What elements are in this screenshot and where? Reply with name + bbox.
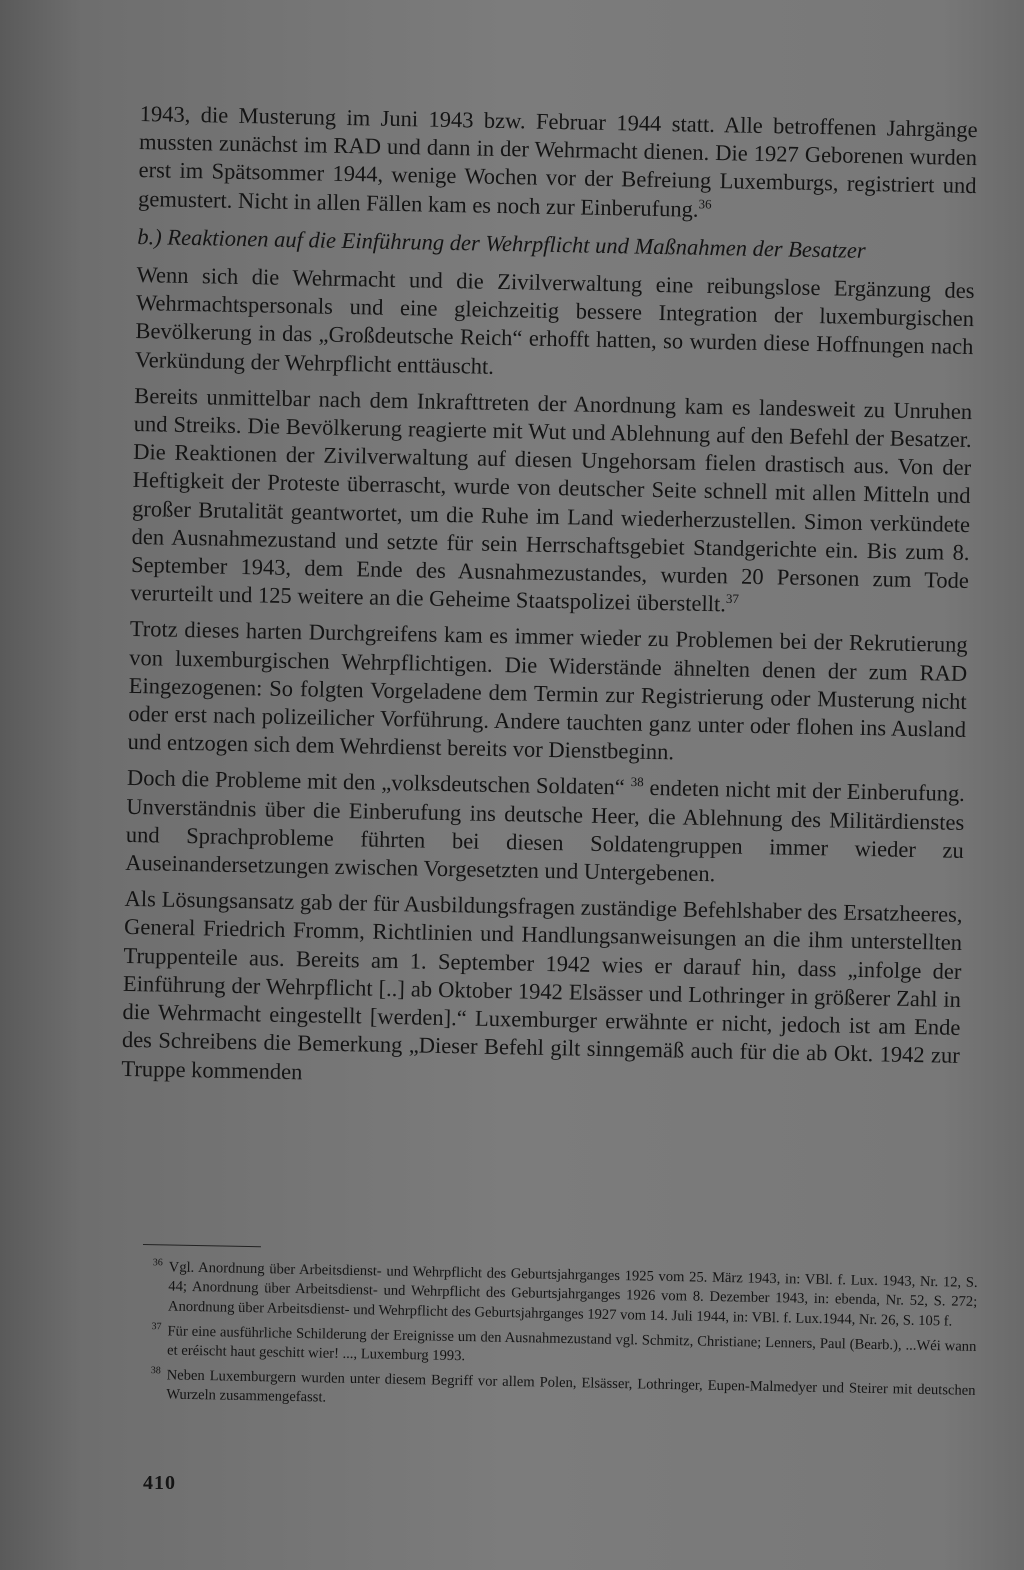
footnote-number: 37: [151, 1320, 162, 1333]
main-text: [121, 100, 978, 1107]
paragraph-5: [125, 764, 965, 893]
paragraph-1-text: 1943, die Musterung im Juni 1943 bzw. Februar 1944 statt. Alle betroffenen Jahrgänge mussten zunächst im RAD und dann in der Wehrmacht dienen. Die 1927 Geborenen wurden erst im Spätsommer 1944, wenige Wochen vor der Befreiung Luxemburgs, registriert und gemustert. Nicht in allen Fällen kam es noch zur Einberufung.: [137, 100, 978, 222]
page-number: 410: [143, 1472, 176, 1494]
paragraph-6: Als Lösungsansatz gab der für Ausbildungsfragen zuständige Befehlshaber des Ersatzheeres, General Friedrich Fromm, Richtlinien und Handlungsanweisungen an die ihm unterstellten Truppenteile aus. Bereits am 1. September 1942 wies er darauf hin, dass „infolge der Einführung der Wehrpflicht [..] ab Oktober 1942 Elsässer und Lothringer in größerer Zahl in die Wehrmacht eingestellt [werden].“ Luxemburger erwähnte er nicht, jedoch ist am Ende des Schreibens die Bemerkung „Dieser Befehl gilt sinngemäß auch für die ab Okt. 1942 zur Truppe kommenden: [121, 886, 963, 1084]
footnote-text: Neben Luxemburgern wurden unter diesem Begriff vor allem Polen, Elsässer, Lothringer, Eupen-Malmedyer und Steirer mit deutschen Wurzeln zusammengefasst.: [166, 1367, 976, 1406]
paragraph-1: [138, 100, 978, 229]
section-heading: b.) Reaktionen auf die Einführung der Wehrpflicht und Maßnahmen der Besatzer: [137, 223, 866, 263]
footnote-number: 38: [150, 1364, 161, 1377]
paragraph-5-text-after: endeten nicht mit der Einberufung. Unverständnis über die Einberufung ins deutsche Heer, die Ablehnung des Militärdienstes und Sprachprobleme führten bei diesen Soldatengruppen immer wieder zu Auseinandersetzungen zwischen Vorgesetzten und Untergebenen.: [125, 775, 966, 887]
paragraph-5-text-before: Doch die Probleme mit den „volksdeutschen Soldaten“: [126, 765, 625, 800]
footnote-divider: [143, 1244, 261, 1247]
paragraph-3-text: Bereits unmittelbar nach dem Inkrafttreten der Anordnung kam es landesweit zu Unruhen und Streiks. Die Bevölkerung reagierte mit Wut und Ablehnung auf den Befehl der Besatzer. Die Reaktionen der Zivilverwaltung auf diesen Ungehorsam fielen drastisch aus. Von der Heftigkeit der Proteste überrascht, wurde von deutscher Seite schnell mit allen Mitteln und großer Brutalität geantwortet, um die Ruhe im Land wiederherzustellen. Simon verkündete den Ausnahmezustand und setzte für sein Herrschaftsgebiet Standgerichte ein. Bis zum 8. September 1943, dem Ende des Ausnahmezustandes, wurden 20 Personen zum Tode verurteilt und 125 weitere an die Geheime Staatspolizei überstellt.: [130, 382, 973, 617]
footnotes: [140, 1253, 978, 1421]
paragraph-2: Wenn sich die Wehrmacht und die Zivilverwaltung eine reibungslose Ergänzung des Wehrmachtspersonals und eine gleichzeitig bessere Integration der luxemburgischen Bevölkerung in das „Großdeutsche Reich“ erhofft hatten, so wurden diese Hoffnungen nach Verkündung der Wehrpflicht enttäuscht.: [134, 261, 975, 379]
paragraph-3: [130, 382, 972, 624]
footnote-ref-38: 38: [630, 774, 644, 790]
footnote-ref-36: 36: [698, 195, 712, 212]
footnote-text: Vgl. Anordnung über Arbeitsdienst- und Wehrpflicht des Geburtsjahrganges 1925 vom 25. März 1943, in: VBl. f. Lux. 1943, Nr. 12, S. 44; Anordnung über Arbeitsdienst- und Wehrpflicht des Geburtsjahrganges 1926 vom 8. Dezember 1943, in: ebenda, Nr. 52, S. 272; Anordnung über Arbeitsdienst- und Wehrpflicht des Geburtsjahrganges 1927 vom 14. Juli 1944, in: VBl. f. Lux.1944, Nr. 26, S. 105 f.: [167, 1259, 978, 1330]
footnote-number: 36: [152, 1257, 163, 1269]
paragraph-4: Trotz dieses harten Durchgreifens kam es immer wieder zu Problemen bei der Rekrutierung von luxemburgischen Wehrpflichtigen. Die Widerstände ähnelten denen der zum RAD Eingezogenen: So folgten Vorgeladene dem Termin zur Registrierung oder Musterung nicht oder erst nach polizeilicher Vorführung. Andere tauchten ganz unter oder flohen ins Ausland und entzogen sich dem Wehrdienst bereits vor Dienstbeginn.: [127, 616, 968, 765]
footnote-ref-37: 37: [725, 591, 740, 607]
footnote-text: Für eine ausführliche Schilderung der Ereignisse um den Ausnahmezustand vgl. Schmitz, Christiane; Lenners, Paul (Bearb.), ...Wéi wann et eréischt haut geschitt wier! ..., Luxemburg 1993.: [166, 1322, 977, 1365]
